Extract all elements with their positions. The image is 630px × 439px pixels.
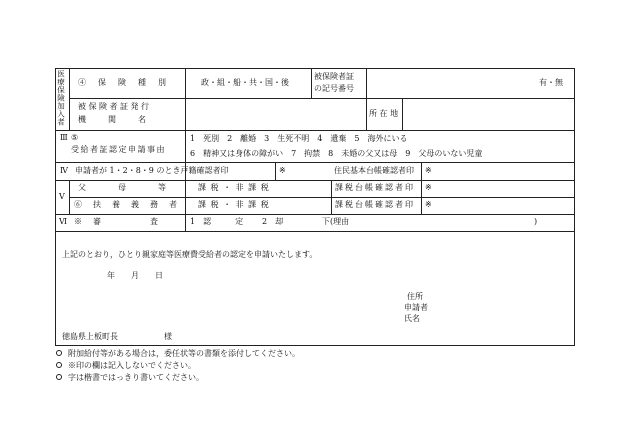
family-register-label: 申請者が 1・2・8・9 のとき戸籍確認者印 — [75, 166, 229, 175]
rule — [402, 98, 403, 130]
note-bullet — [56, 362, 62, 368]
insured-card-label-2: の記号番号 — [314, 84, 354, 93]
rule — [331, 180, 332, 214]
section6-roman: Ⅵ — [59, 217, 68, 226]
rule — [69, 68, 70, 130]
reasons-line-1: 1 死別 2 離婚 3 生死不明 4 遺棄 5 海外にいる — [190, 134, 408, 143]
rule — [421, 162, 422, 214]
section4-mark-2: ※ — [425, 166, 432, 175]
issuer-label-1: 被保険者証発行 — [78, 102, 152, 111]
rule — [275, 162, 276, 180]
applicant-address-label: 住所 — [407, 292, 423, 301]
rule — [69, 197, 575, 198]
section3-roman: Ⅲ — [60, 133, 68, 142]
insurance-types: 政・組・船・共・国・後 — [201, 78, 289, 87]
dependent-label: ⑥ 扶 養 義 務 者 — [74, 200, 179, 209]
addressee-honorific: 様 — [164, 332, 172, 341]
section4-mark-1: ※ — [279, 166, 286, 175]
rule — [55, 162, 575, 163]
review-label: ※ 審 査 — [74, 217, 160, 226]
section3-item-no: ⑤ — [71, 133, 79, 142]
rule — [55, 214, 575, 215]
parents-tax-status: 課 税 ・ 非 課 税 — [198, 183, 270, 192]
dependent-tax-check-label: 課税台帳確認者印 — [335, 200, 415, 209]
issuer-label-2: 機 関 名 — [78, 115, 148, 124]
rule — [69, 98, 575, 99]
frame-right — [574, 68, 575, 345]
reasons-line-2: 6 精神又は身体の障がい 7 拘禁 8 未婚の父又は母 9 父母のいない児童 — [190, 149, 483, 158]
rule — [55, 130, 575, 131]
rule — [366, 68, 367, 98]
applicant-label: 申請者 — [404, 303, 428, 312]
rule — [55, 231, 575, 232]
resident-register-label: 住民基本台帳確認者印 — [334, 166, 414, 175]
note-2: ※印の欄は記入しないでください。 — [68, 361, 196, 370]
address-label: 所 在 地 — [369, 109, 399, 118]
applicant-name-label: 氏名 — [404, 314, 420, 323]
section3-label: 受給者証認定申請事由 — [71, 145, 166, 154]
insurance-type-label: ④ 保 険 種 別 — [78, 78, 168, 87]
review-approve: 1 認 定 — [190, 217, 244, 226]
parents-tax-check-label: 課税台帳確認者印 — [335, 183, 415, 192]
insurance-side-label: 医療保険加入者 — [56, 70, 66, 126]
rule — [366, 98, 367, 130]
frame-top — [55, 68, 574, 69]
card-existence: 有・無 — [539, 78, 563, 87]
frame-left — [55, 68, 56, 345]
rule — [311, 68, 312, 98]
note-1: 附加給付等がある場合は，委任状等の書類を添付してください。 — [68, 349, 300, 358]
dependent-tax-mark: ※ — [425, 200, 432, 209]
dependent-tax-status: 課 税 ・ 非 課 税 — [198, 200, 270, 209]
rule — [55, 180, 575, 181]
note-bullet — [56, 350, 62, 356]
section5-roman: Ⅴ — [59, 192, 65, 201]
note-3: 字は楷書ではっきり書いてください。 — [68, 373, 204, 382]
review-reject: 2 却 — [262, 217, 284, 226]
rule — [69, 180, 70, 214]
application-statement: 上記のとおり，ひとり親家庭等医療費受給者の認定を申請いたします。 — [62, 250, 318, 259]
review-close-paren: ) — [534, 217, 538, 226]
rule — [185, 68, 186, 231]
note-bullet — [56, 374, 62, 380]
addressee: 徳島県上板町長 — [62, 332, 118, 341]
frame-bottom — [55, 345, 575, 346]
insured-card-label-1: 被保険者証 — [314, 72, 354, 81]
parents-label: 父 母 等 — [78, 183, 168, 192]
review-reason: 下(理由 — [322, 217, 350, 226]
application-date: 年 月 日 — [107, 271, 163, 280]
parents-tax-mark: ※ — [425, 183, 432, 192]
section4-roman: Ⅳ — [60, 166, 68, 175]
